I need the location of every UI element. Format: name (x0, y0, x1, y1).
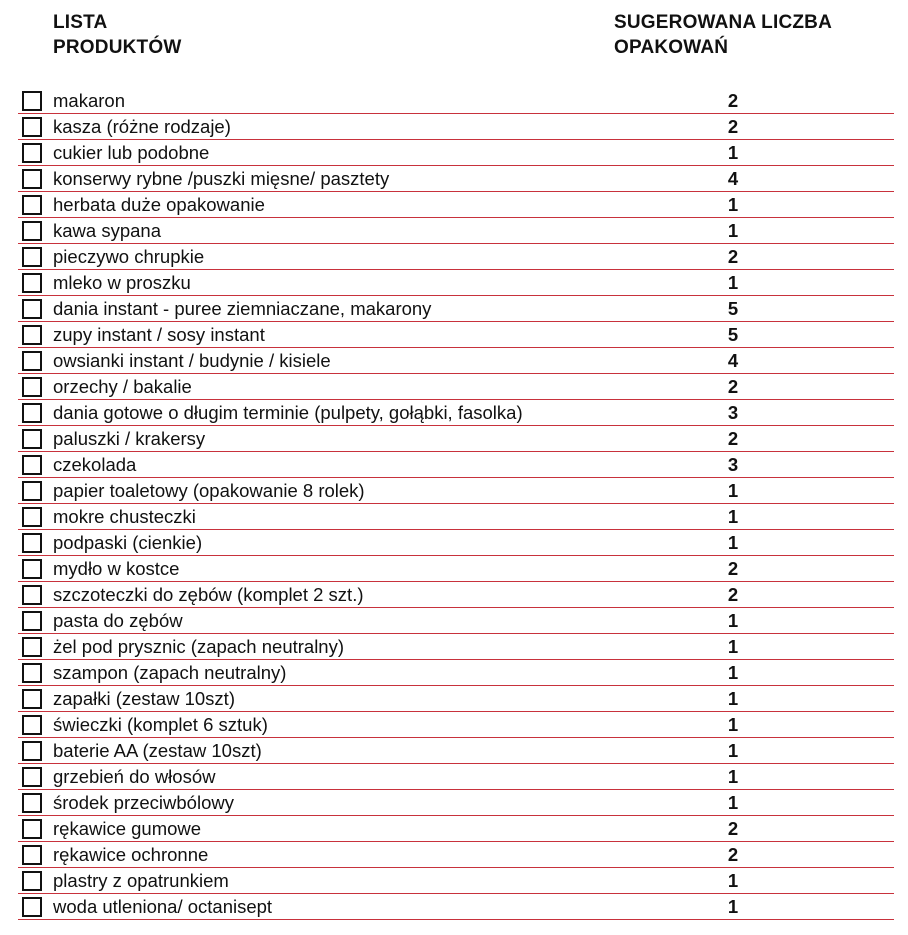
item-name: konserwy rybne /puszki mięsne/ pasztety (53, 168, 390, 189)
item-quantity: 1 (727, 740, 739, 761)
list-item (18, 608, 894, 634)
list-item (18, 790, 894, 816)
item-quantity: 1 (727, 194, 739, 215)
item-quantity: 3 (727, 402, 739, 423)
item-name: pasta do zębów (53, 610, 183, 631)
item-quantity: 4 (727, 350, 739, 371)
item-checkbox[interactable] (22, 143, 42, 163)
item-quantity: 2 (727, 428, 739, 449)
item-name: papier toaletowy (opakowanie 8 rolek) (53, 480, 365, 501)
item-quantity: 1 (727, 766, 739, 787)
product-list-heading-line2: PRODUKTÓW (53, 37, 182, 58)
list-item (18, 868, 894, 894)
list-item (18, 582, 894, 608)
item-name: podpaski (cienkie) (53, 532, 203, 553)
item-name: kasza (różne rodzaje) (53, 116, 231, 137)
list-item (18, 114, 894, 140)
item-name: szampon (zapach neutralny) (53, 662, 287, 683)
item-quantity: 2 (727, 818, 739, 839)
item-checkbox[interactable] (22, 559, 42, 579)
item-name: mydło w kostce (53, 558, 180, 579)
item-quantity: 5 (727, 324, 739, 345)
list-item (18, 348, 894, 374)
item-checkbox[interactable] (22, 455, 42, 475)
item-checkbox[interactable] (22, 637, 42, 657)
list-item (18, 296, 894, 322)
item-checkbox[interactable] (22, 117, 42, 137)
item-quantity: 3 (727, 454, 739, 475)
item-quantity: 1 (727, 870, 739, 891)
item-name: woda utleniona/ octanisept (53, 896, 273, 917)
item-checkbox[interactable] (22, 819, 42, 839)
item-name: środek przeciwbólowy (53, 792, 234, 813)
item-quantity: 1 (727, 688, 739, 709)
quantity-heading-line1: SUGEROWANA LICZBA (614, 12, 833, 33)
list-item (18, 426, 894, 452)
list-item (18, 192, 894, 218)
item-name: szczoteczki do zębów (komplet 2 szt.) (53, 584, 364, 605)
item-quantity: 1 (727, 636, 739, 657)
list-item (18, 634, 894, 660)
item-checkbox[interactable] (22, 299, 42, 319)
item-quantity: 2 (727, 376, 739, 397)
item-name: żel pod prysznic (zapach neutralny) (53, 636, 345, 657)
item-checkbox[interactable] (22, 377, 42, 397)
item-name: dania instant - puree ziemniaczane, makarony (53, 298, 432, 319)
item-checkbox[interactable] (22, 403, 42, 423)
item-checkbox[interactable] (22, 689, 42, 709)
item-name: mleko w proszku (53, 272, 191, 293)
list-item (18, 270, 894, 296)
list-item (18, 816, 894, 842)
item-checkbox[interactable] (22, 221, 42, 241)
item-checkbox[interactable] (22, 663, 42, 683)
list-item (18, 738, 894, 764)
item-checkbox[interactable] (22, 585, 42, 605)
item-checkbox[interactable] (22, 195, 42, 215)
list-item (18, 712, 894, 738)
item-name: czekolada (53, 454, 137, 475)
item-checkbox[interactable] (22, 273, 42, 293)
item-name: makaron (53, 90, 125, 111)
list-item (18, 88, 894, 114)
item-name: herbata duże opakowanie (53, 194, 265, 215)
item-quantity: 1 (727, 142, 739, 163)
item-quantity: 1 (727, 662, 739, 683)
item-name: grzebień do włosów (53, 766, 216, 787)
item-quantity: 1 (727, 792, 739, 813)
list-item (18, 894, 894, 920)
item-checkbox[interactable] (22, 611, 42, 631)
item-name: plastry z opatrunkiem (53, 870, 229, 891)
item-quantity: 1 (727, 610, 739, 631)
product-list-heading (53, 10, 181, 60)
item-quantity: 2 (727, 116, 739, 137)
list-item (18, 140, 894, 166)
item-checkbox[interactable] (22, 169, 42, 189)
item-name: paluszki / krakersy (53, 428, 206, 449)
item-quantity: 1 (727, 532, 739, 553)
item-checkbox[interactable] (22, 715, 42, 735)
product-list (0, 88, 908, 920)
product-list-heading-line1: LISTA (53, 12, 108, 33)
item-checkbox[interactable] (22, 247, 42, 267)
item-name: dania gotowe o długim terminie (pulpety, gołąbki, fasolka) (53, 402, 523, 423)
item-name: zupy instant / sosy instant (53, 324, 265, 345)
item-quantity: 2 (727, 844, 739, 865)
item-quantity: 2 (727, 558, 739, 579)
list-item (18, 660, 894, 686)
item-checkbox[interactable] (22, 741, 42, 761)
list-item (18, 166, 894, 192)
item-checkbox[interactable] (22, 429, 42, 449)
item-quantity: 2 (727, 90, 739, 111)
item-name: orzechy / bakalie (53, 376, 192, 397)
item-quantity: 1 (727, 220, 739, 241)
list-item (18, 400, 894, 426)
list-item (18, 764, 894, 790)
list-item (18, 218, 894, 244)
item-name: zapałki (zestaw 10szt) (53, 688, 235, 709)
item-name: cukier lub podobne (53, 142, 210, 163)
list-item (18, 504, 894, 530)
list-item (18, 452, 894, 478)
item-quantity: 4 (727, 168, 739, 189)
item-name: świeczki (komplet 6 sztuk) (53, 714, 268, 735)
item-checkbox[interactable] (22, 897, 42, 917)
item-quantity: 1 (727, 506, 739, 527)
item-name: mokre chusteczki (53, 506, 196, 527)
item-checkbox[interactable] (22, 325, 42, 345)
item-checkbox[interactable] (22, 91, 42, 111)
item-name: baterie AA (zestaw 10szt) (53, 740, 262, 761)
item-name: pieczywo chrupkie (53, 246, 205, 267)
item-quantity: 5 (727, 298, 739, 319)
item-quantity: 2 (727, 584, 739, 605)
item-checkbox[interactable] (22, 871, 42, 891)
item-quantity: 2 (727, 246, 739, 267)
list-item (18, 530, 894, 556)
list-item (18, 478, 894, 504)
list-item (18, 374, 894, 400)
item-name: owsianki instant / budynie / kisiele (53, 350, 331, 371)
item-checkbox[interactable] (22, 507, 42, 527)
list-item (18, 842, 894, 868)
item-checkbox[interactable] (22, 351, 42, 371)
item-checkbox[interactable] (22, 767, 42, 787)
item-quantity: 1 (727, 714, 739, 735)
item-quantity: 1 (727, 272, 739, 293)
list-item (18, 686, 894, 712)
list-item (18, 556, 894, 582)
item-name: rękawice gumowe (53, 818, 202, 839)
quantity-heading (614, 10, 832, 60)
item-name: kawa sypana (53, 220, 161, 241)
list-item (18, 322, 894, 348)
item-checkbox[interactable] (22, 793, 42, 813)
item-quantity: 1 (727, 480, 739, 501)
item-checkbox[interactable] (22, 845, 42, 865)
item-quantity: 1 (727, 896, 739, 917)
item-checkbox[interactable] (22, 533, 42, 553)
item-name: rękawice ochronne (53, 844, 209, 865)
list-item (18, 244, 894, 270)
item-checkbox[interactable] (22, 481, 42, 501)
quantity-heading-line2: OPAKOWAŃ (614, 37, 729, 58)
